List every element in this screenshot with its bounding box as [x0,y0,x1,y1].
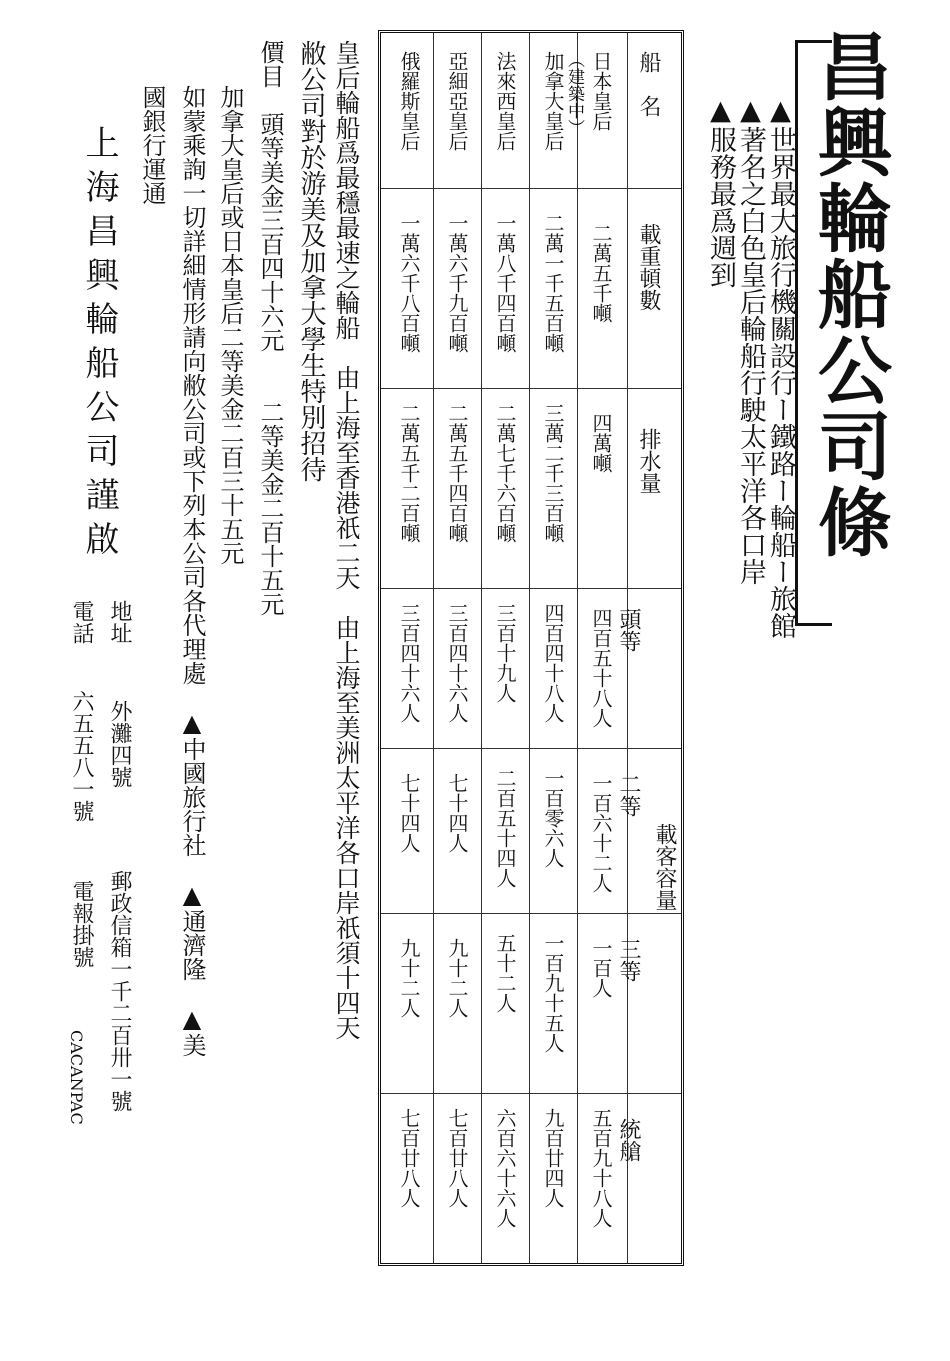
row-displacement: 二萬五千二百噸 [397,403,421,543]
header-second: 二等 [616,773,641,817]
row-tonnage: 二萬一千五百噸 [541,213,565,353]
row-tonnage: 二萬五千噸 [589,223,613,323]
row-note: （建築中） [564,51,584,136]
header-displacement: 排水量 [636,428,661,494]
row-displacement: 四萬噸 [589,413,613,473]
body-line-4: 加拿大皇后或日本皇后二等美金二百三十五元 [216,85,244,565]
row-first: 三百十九人 [493,603,517,703]
row-third: 一百九十五人 [541,933,565,1053]
row-name: 亞細亞皇后 [445,51,469,151]
slogan-3: ▲服務最爲週到 [705,95,736,288]
row-total: 六百六十六人 [493,1108,517,1228]
row-second: 七十四人 [445,773,469,853]
row-first: 四百五十八人 [589,608,613,728]
body-line-2: 敝公司對於游美及加拿大學生特別招待 [296,40,326,482]
row-name: 日本皇后 [589,51,613,131]
row-total: 七百廿八人 [397,1108,421,1208]
row-first: 三百四十六人 [445,603,469,723]
row-third: 五十二人 [493,933,517,1013]
row-name: 俄羅斯皇后 [397,51,421,151]
row-third: 九十二人 [397,938,421,1018]
slogan-2: ▲著名之白色皇后輪船行駛太平洋各口岸 [735,95,766,585]
header-tonnage: 載重頓數 [636,223,661,311]
page-title: 昌興輪船公司條 [806,28,892,560]
header-name: 船 名 [636,51,661,117]
body-line-3: 價目 頭等美金三百四十六元 二等美金二百十五元 [256,40,284,616]
row-displacement: 二萬五千四百噸 [445,403,469,543]
telegram-label: 電報掛號 [69,880,94,968]
address-value: 外灘四號 [107,700,132,788]
pobox-value: 郵政信箱一千二百卅一號 [107,870,132,1112]
row-tonnage: 一萬六千九百噸 [445,213,469,353]
row-total: 七百廿八人 [445,1108,469,1208]
header-total: 統艙 [616,1118,641,1162]
phone-label: 電話 [69,600,94,644]
row-name: 加拿大皇后 [541,51,565,151]
row-third: 九十二人 [445,938,469,1018]
row-displacement: 二萬七千六百噸 [493,403,517,543]
row-second: 二百五十四人 [493,768,517,888]
row-tonnage: 一萬六千八百噸 [397,213,421,353]
row-total: 九百廿四人 [541,1108,565,1208]
body-line-5: 如蒙乘詢一切詳細情形請向敝公司或下列本公司各代理處 ▲中國旅行社 ▲通濟隆 ▲美 [178,85,206,1057]
header-capacity: 載客容量 [652,823,677,911]
row-total: 五百九十八人 [589,1108,613,1228]
row-first: 四百四十八人 [541,603,565,723]
address-label: 地址 [107,600,132,644]
row-name: 法來西皇后 [493,51,517,151]
row-third: 一百人 [589,938,613,998]
body-line-6: 國銀行運通 [138,85,166,205]
row-second: 七十四人 [397,773,421,853]
ship-table [378,30,684,1266]
row-tonnage: 一萬八千四百噸 [493,213,517,353]
row-displacement: 三萬二千三百噸 [541,403,565,543]
header-first: 頭等 [616,608,641,652]
row-second: 一百六十二人 [589,773,613,893]
company-signature: 上海昌興輪船公司謹啟 [79,125,119,565]
phone-value: 六五五八一號 [69,690,94,822]
row-second: 一百零六人 [541,768,565,868]
header-third: 三等 [616,938,641,982]
telegram-value: CACANPAC [67,1030,86,1125]
slogan-1: ▲世界最大旅行機關設行ー鐵路ー輪船ー旅館 [765,95,796,639]
body-line-1: 皇后輪船爲最穩最速之輪船 由上海至香港祇二天 由上海至美洲太平洋各口岸祇須十四天 [332,40,361,1040]
row-first: 三百四十六人 [397,603,421,723]
